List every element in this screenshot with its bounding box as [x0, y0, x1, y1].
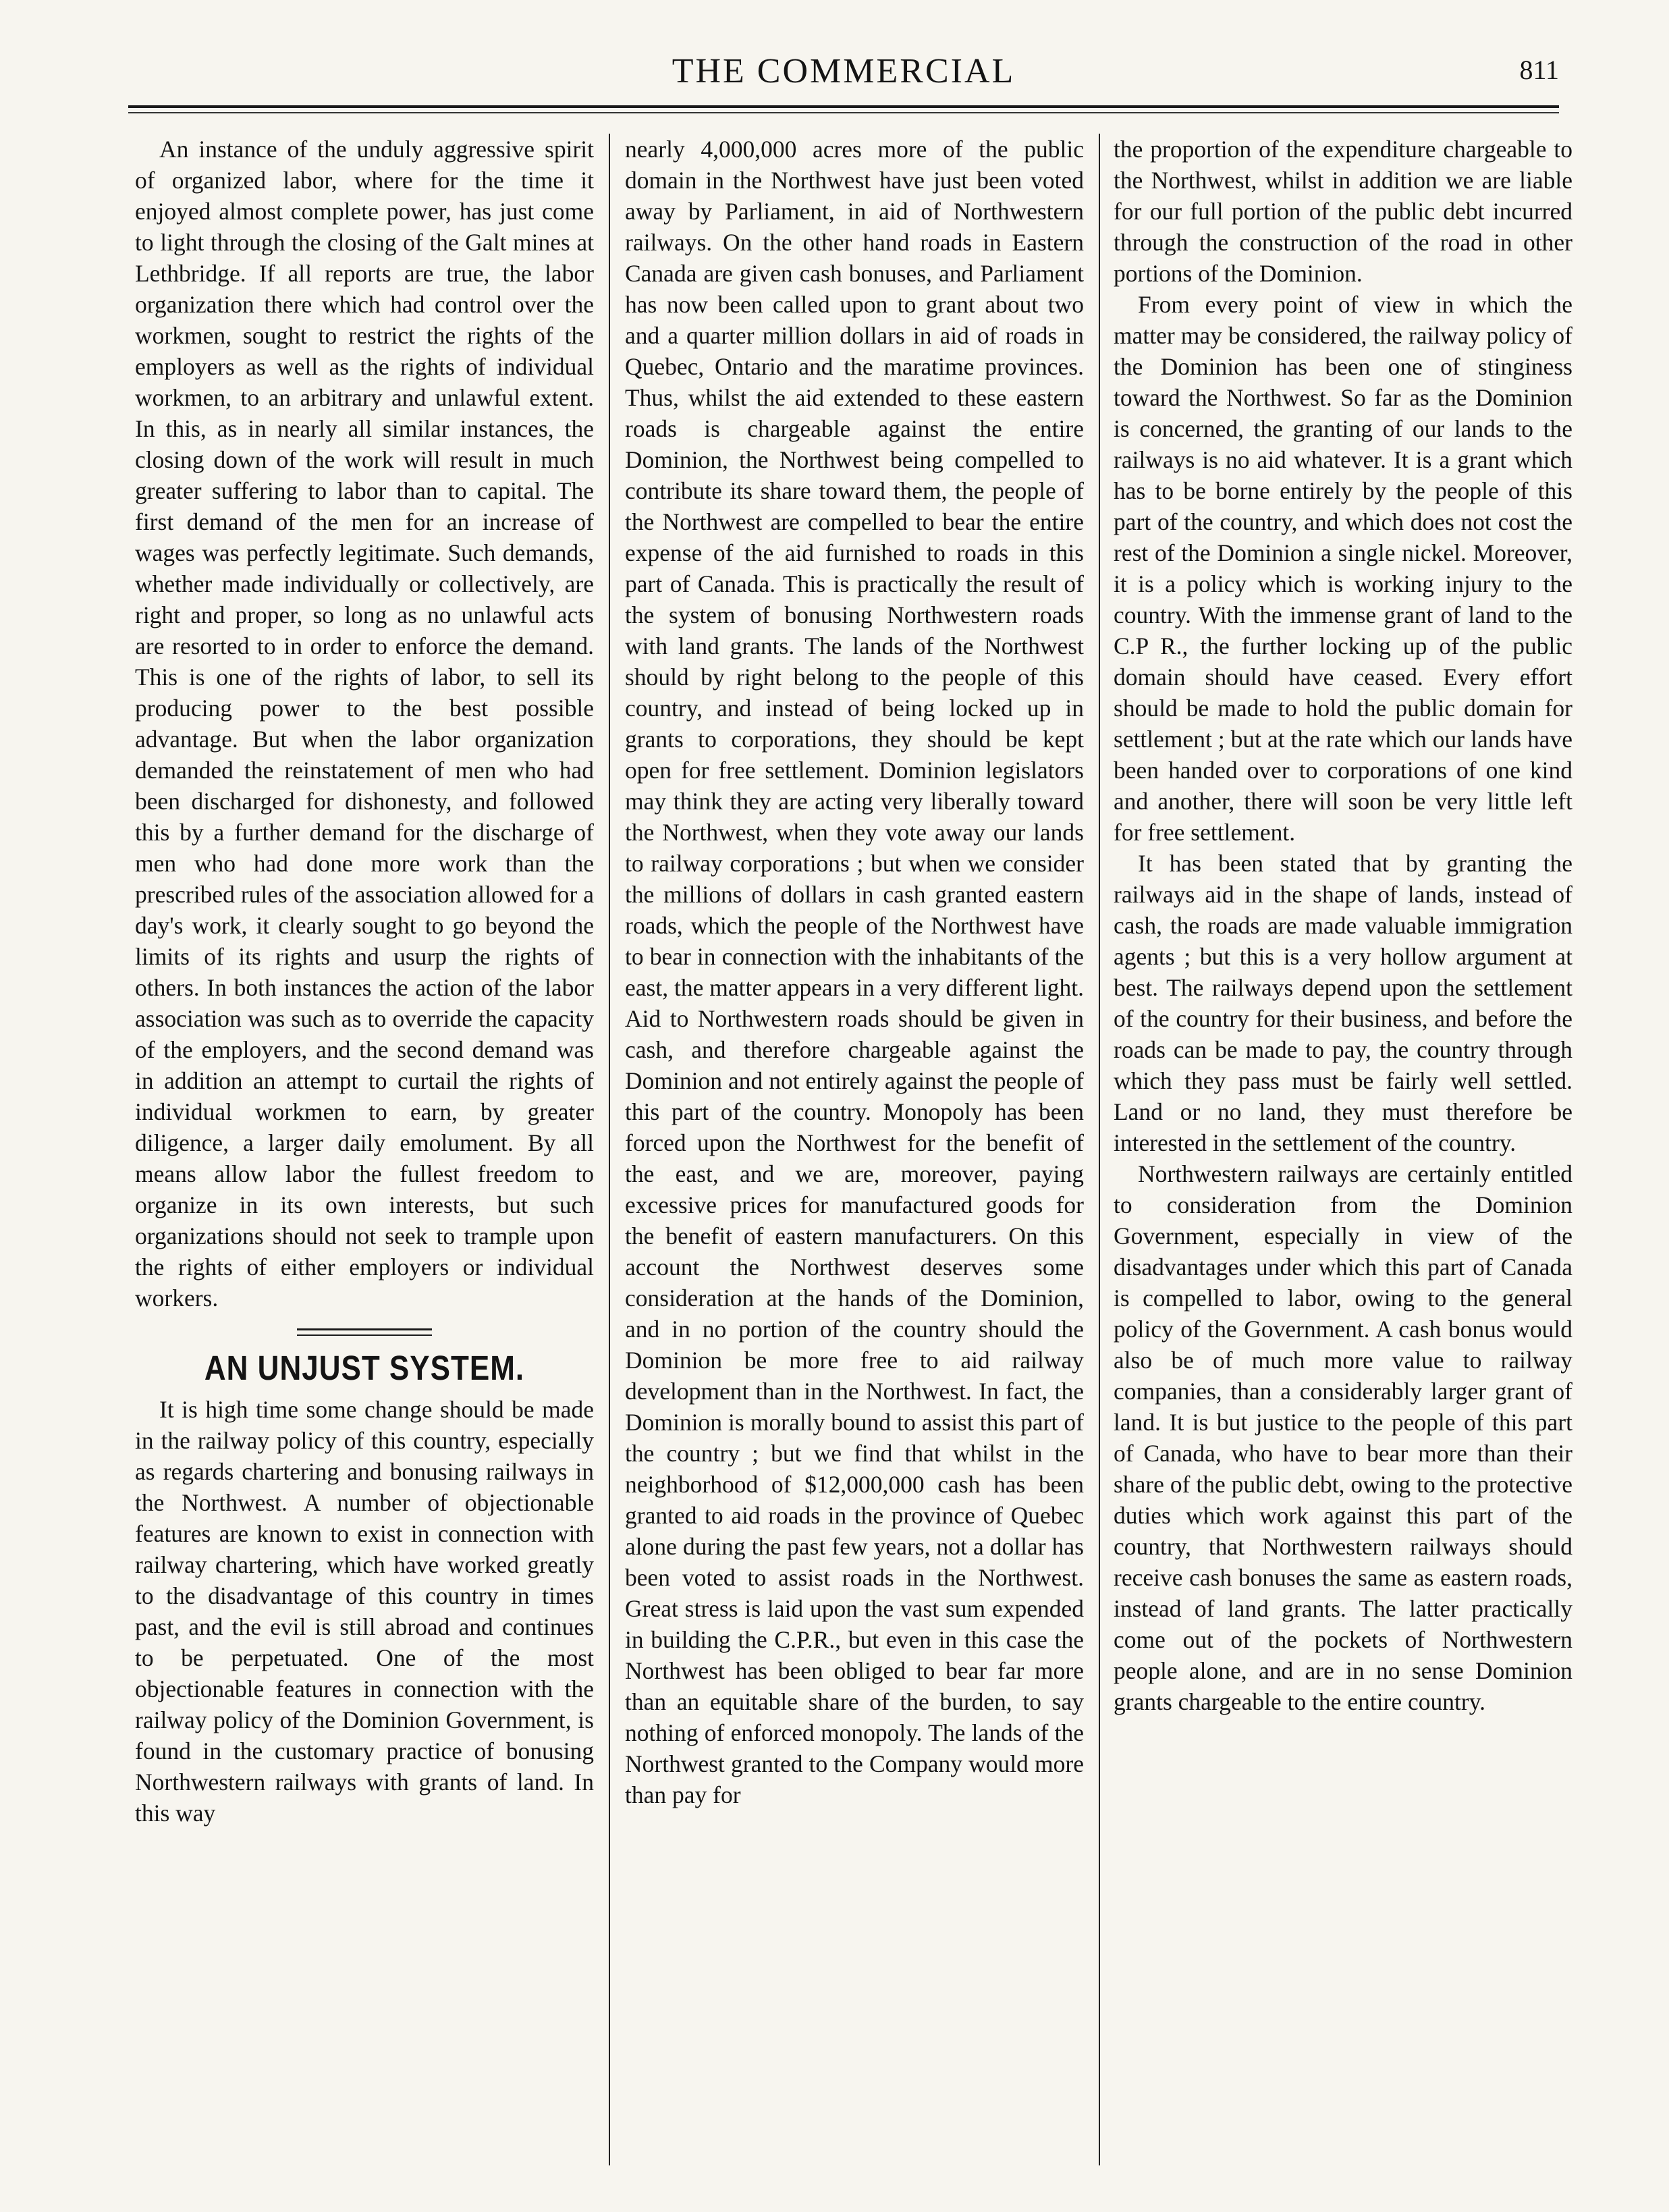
labor-paragraph: An instance of the unduly aggressive spirit of organized labor, where for the time it enjoyed almost complete power, has just come to light through the closing of the Galt mines at Lethbridge. If all reports are true, the labor organization there which had control over the workmen, sought to restrict the rights of the employers as well as the rights of individual workmen, to an arbitrary and unlawful extent. In this, as in nearly all similar instances, the closing down of the work will result in much greater suffering to labor than to capital. The first demand of the men for an increase of wages was perfectly legitimate. Such demands, whether made individually or collectively, are right and proper, so long as no unlawful acts are resorted to in order to enforce the demand. This is one of the rights of labor, to sell its producing power to the best possible advantage. But when the labor organization demanded the reinstatement of men who had been discharged for dishonesty, and followed this by a further demand for the discharge of men who had done more work than the prescribed rules of the association allowed for a day's work, it clearly sought to go beyond the limits of its rights and usurp the rights of others. In both instances the action of the labor association was such as to override the capacity of the employers, and the second demand was in addition an attempt to curtail the rights of individual workmen to earn, by greater diligence, a larger daily emolument. By all means allow labor the fullest freedom to organize in its own interests, but such organizations should not seek to trample upon the rights of either employers or individual workers.	[135, 136, 594, 1312]
column-2	[625, 134, 1084, 2165]
unjust-system-paragraph-3: the proportion of the expenditure chargeable to the Northwest, whilst in addition we are liable for our full portion of the public debt incurred through the construction of the road in other portions of the Dominion.	[1114, 136, 1572, 287]
header-rule	[128, 105, 1559, 108]
unjust-system-paragraph-5: It has been stated that by granting the railways aid in the shape of lands, instead of cash, the roads are made valuable immigration agents ; but this is a very hollow argument at best. The railways depend upon the settlement of the country for their business, and before the roads can be made to pay, the country through which they pass must be fairly well settled. Land or no land, they must therefore be interested in the settlement of the country.	[1114, 850, 1572, 1156]
section-divider	[297, 1328, 432, 1336]
unjust-system-paragraph-2: nearly 4,000,000 acres more of the public domain in the Northwest have just been voted away by Parliament, in aid of Northwestern railways. On the other hand roads in Eastern Canada are given cash bonuses, and Parliament has now been called upon to grant about two and a quarter million dollars in aid of roads in Quebec, Ontario and the maratime provinces. Thus, whilst the aid extended to these eastern roads is chargeable against the entire Dominion, the Northwest being compelled to contribute its share toward them, the people of the Northwest are compelled to bear the entire expense of the aid furnished to roads in this part of Canada. This is practically the result of the system of bonusing Northwestern roads with land grants. The lands of the Northwest should by right belong to the people of this country, and instead of being locked up in grants to corporations, they should be kept open for free settlement. Dominion legislators may think they are acting very liberally toward the Northwest, when they vote away our lands to railway corporations ; but when we consider the millions of dollars in cash granted eastern roads, which the people of the Northwest have to bear in connection with the inhabitants of the east, the matter appears in a very different light. Aid to Northwestern roads should be given in cash, and therefore chargeable against the Dominion and not entirely against the people of this part of the country. Monopoly has been forced upon the Northwest for the benefit of the east, and we are, moreover, paying excessive prices for manufactured goods for the benefit of eastern manufacturers. On this account the Northwest deserves some consideration at the hands of the Dominion, and in no portion of the country should the Dominion be more free to aid railway development than in the Northwest. In fact, the Dominion is morally bound to assist this part of the country ; but we find that whilst in the neighborhood of $12,000,000 cash has been granted to aid roads in the province of Quebec alone during the past few years, not a dollar has been voted to assist roads in the Northwest. Great stress is laid upon the vast sum expended in building the C.P.R., but even in this case the Northwest has been obliged to bear far more than an equitable share of the burden, to say nothing of enforced monopoly. The lands of the Northwest granted to the Company would more than pay for	[625, 136, 1084, 1808]
unjust-system-paragraph-6: Northwestern railways are certainly entitled to consideration from the Dominion Government, especially in view of the disadvantages under which this part of Canada is compelled to labor, owing to the general policy of the Government. A cash bonus would also be of much more value to railway companies, than a considerably larger grant of land. It is but justice to the people of this part of Canada, who have to bear more than their share of the public debt, owing to the protective duties which work against this part of the country, that Northwestern railways should receive cash bonuses the same as eastern roads, instead of land grants. The latter practically come out of the pockets of Northwestern people alone, and are in no sense Dominion grants chargeable to the entire country.	[1114, 1160, 1572, 1715]
unjust-system-paragraph-1: It is high time some change should be made in the railway policy of this country, especially as regards chartering and bonusing railways in the Northwest. A number of objectionable features are known to exist in connection with railway chartering, which have worked greatly to the disadvantage of this country in times past, and the evil is still abroad and continues to be perpetuated. One of the most objectionable features in connection with the railway policy of the Dominion Government, is found in the customary practice of bonusing Northwestern railways with grants of land. In this way	[135, 1396, 594, 1827]
column-divider-1	[609, 134, 610, 2165]
column-1	[135, 134, 594, 2165]
column-divider-2	[1099, 134, 1100, 2165]
page-header	[128, 51, 1559, 99]
column-3	[1114, 134, 1572, 2165]
header-rule-thin	[128, 112, 1559, 113]
page-number: 811	[1519, 55, 1559, 85]
unjust-system-paragraph-4: From every point of view in which the matter may be considered, the railway policy of the Dominion has been one of stinginess toward the Northwest. So far as the Dominion is concerned, the granting of our lands to the railways is no aid whatever. It is a grant which has to be borne entirely by the people of this part of the country, and which does not cost the rest of the Dominion a single nickel. Moreover, it is a policy which is working injury to the country. With the immense grant of land to the C.P R., the further locking up of the public domain should have ceased. Every effort should be made to hold the public domain for settlement ; but at the rate which our lands have been handed over to corporations of one kind and another, there will soon be very little left for free settlement.	[1114, 291, 1572, 846]
publication-title: THE COMMERCIAL	[672, 52, 1016, 90]
article-heading: AN UNJUST SYSTEM.	[204, 1349, 525, 1388]
